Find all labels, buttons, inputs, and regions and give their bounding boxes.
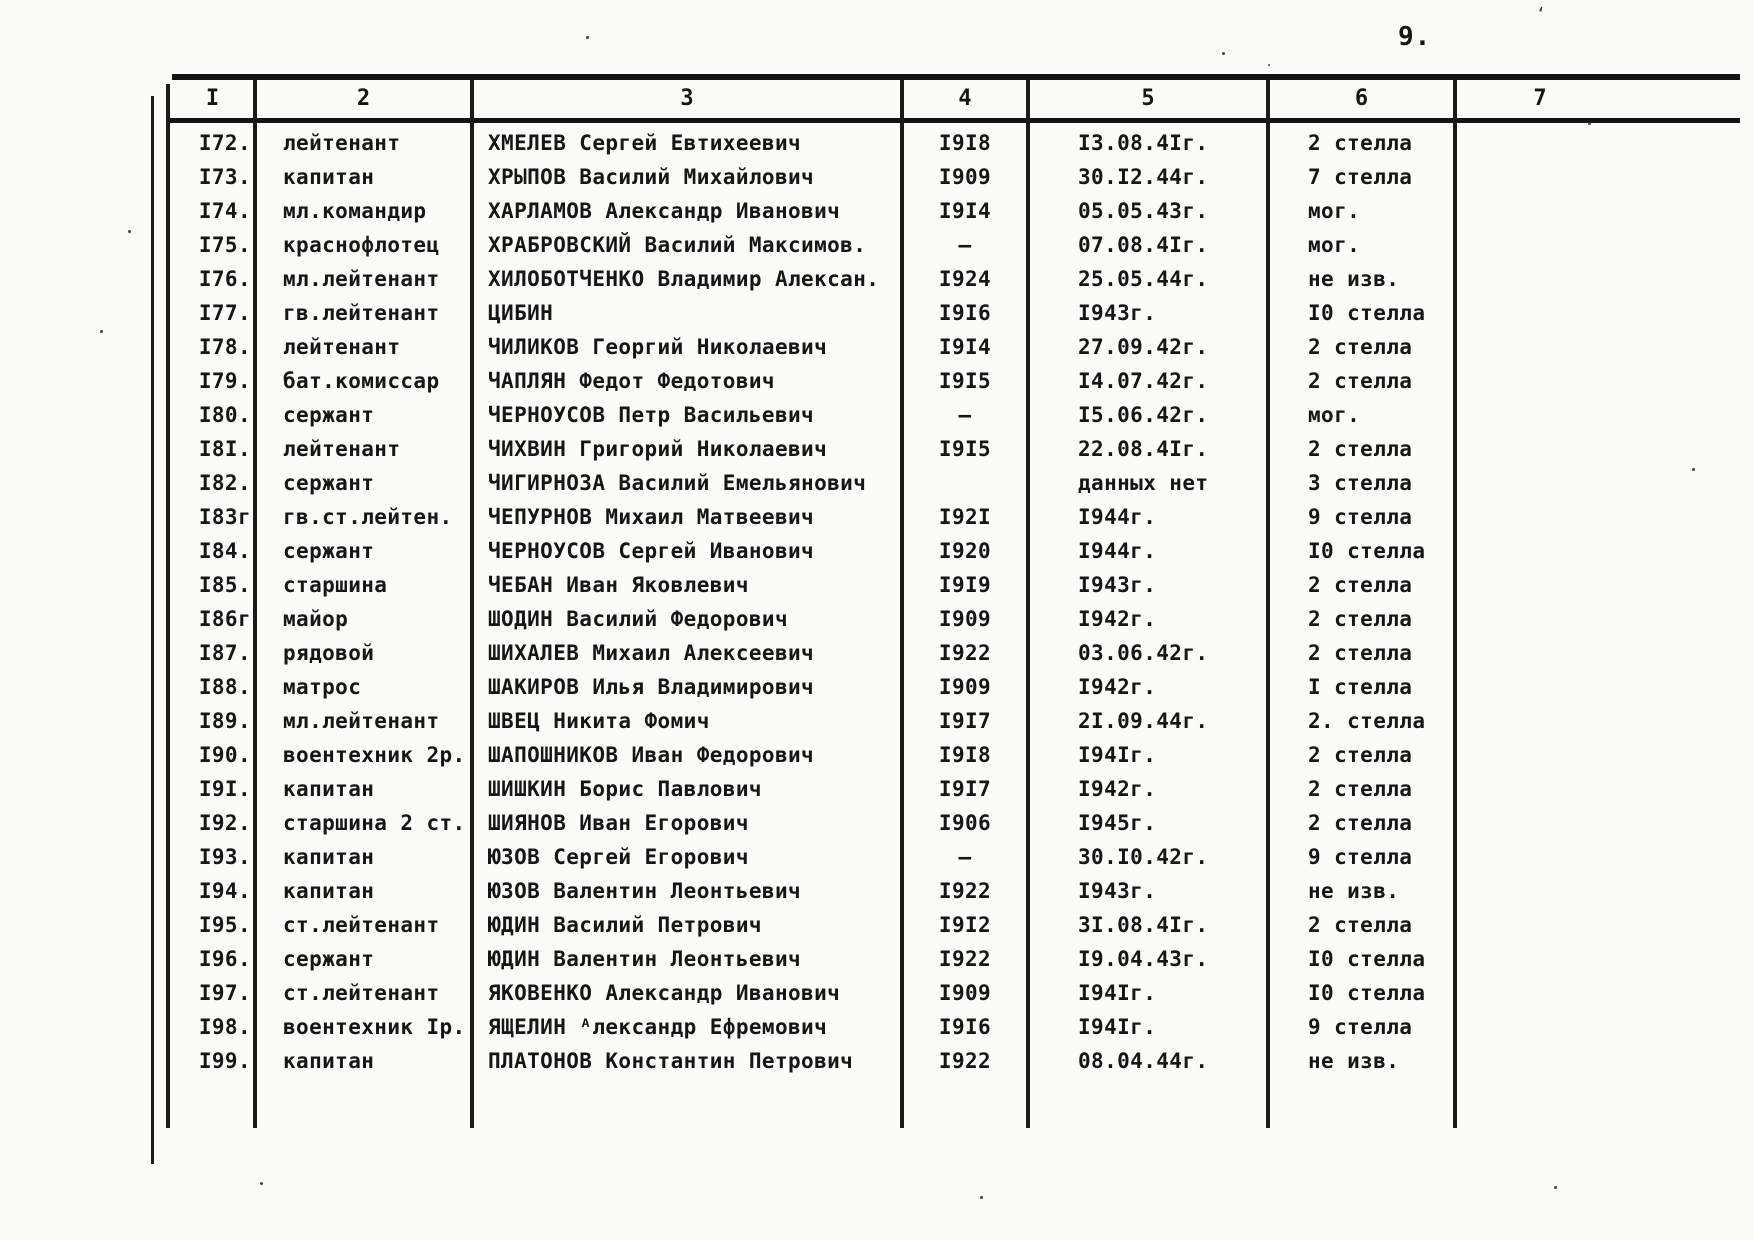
rank-cell: краснофлотец (283, 233, 440, 257)
burial-cell: 3 стелла (1308, 471, 1413, 495)
burial-cell: 9 стелла (1308, 505, 1413, 529)
scan-speck (1588, 122, 1591, 125)
column-header-4: 4 (958, 85, 972, 111)
empty-cell (1455, 942, 1625, 976)
name-cell: ХРЫПОВ Василий Михайлович (488, 165, 815, 189)
table-row (170, 330, 1625, 364)
death-date-cell: 27.09.42г. (1078, 335, 1209, 359)
burial-cell: 9 стелла (1308, 1015, 1413, 1039)
rank-cell: рядовой (283, 641, 375, 665)
scan-speck (1268, 64, 1270, 66)
birth-year-cell: I9I6 (938, 1015, 992, 1039)
rank-cell: мл.лейтенант (283, 709, 440, 733)
rank-cell: лейтенант (283, 335, 401, 359)
burial-cell: мог. (1308, 233, 1361, 257)
row-number-cell: I87. (198, 641, 251, 665)
empty-cell (1455, 1010, 1625, 1044)
name-cell: ЦИБИН (488, 301, 554, 325)
burial-cell: 2 стелла (1308, 131, 1413, 155)
birth-year-cell: I9I6 (938, 301, 992, 325)
empty-cell (1455, 840, 1625, 874)
table-header-underline (166, 118, 1740, 123)
empty-cell (1455, 398, 1625, 432)
birth-year-cell: – (958, 845, 972, 869)
row-number-cell: I9I. (198, 777, 251, 801)
death-date-cell: I944г. (1078, 539, 1157, 563)
rank-cell: сержант (283, 947, 375, 971)
empty-cell (1455, 908, 1625, 942)
row-number-cell: I8I. (198, 437, 251, 461)
name-cell: ЧИЛИКОВ Георгий Николаевич (488, 335, 828, 359)
empty-cell (1455, 194, 1625, 228)
burial-cell: I0 стелла (1308, 301, 1426, 325)
birth-year-cell: I9I5 (938, 437, 992, 461)
rank-cell: сержант (283, 471, 375, 495)
death-date-cell: 05.05.43г. (1078, 199, 1209, 223)
name-cell: ШИХАЛЕВ Михаил Алексеевич (488, 641, 815, 665)
name-cell: ХИЛОБОТЧЕНКО Владимир Алексан. (488, 267, 880, 291)
burial-cell: не изв. (1308, 1049, 1400, 1073)
name-cell: ЯЩЕЛИН ᴬлександр Ефремович (488, 1015, 828, 1039)
scan-speck (100, 330, 103, 333)
empty-cell (1455, 228, 1625, 262)
row-number-cell: I90. (198, 743, 251, 767)
table-row (170, 364, 1625, 398)
row-number-cell: I99. (198, 1049, 251, 1073)
death-date-cell: 25.05.44г. (1078, 267, 1209, 291)
burial-cell: I0 стелла (1308, 981, 1426, 1005)
table-row (170, 194, 1625, 228)
death-date-cell: I943г. (1078, 573, 1157, 597)
burial-cell: 2 стелла (1308, 369, 1413, 393)
row-number-cell: I80. (198, 403, 251, 427)
rank-cell: капитан (283, 1049, 375, 1073)
name-cell: ШВЕЦ Никита Фомич (488, 709, 710, 733)
empty-cell (1455, 976, 1625, 1010)
rank-cell: сержант (283, 403, 375, 427)
empty-cell (1455, 568, 1625, 602)
empty-cell (1455, 670, 1625, 704)
name-cell: ЮЗОВ Сергей Егорович (488, 845, 749, 869)
table-row (170, 738, 1625, 772)
name-cell: ЧЕБАН Иван Яковлевич (488, 573, 749, 597)
birth-year-cell: – (958, 403, 972, 427)
table-row (170, 874, 1625, 908)
table-row (170, 1010, 1625, 1044)
row-number-cell: I78. (198, 335, 251, 359)
burial-cell: 7 стелла (1308, 165, 1413, 189)
column-header-7: 7 (1533, 85, 1547, 111)
burial-cell: I0 стелла (1308, 947, 1426, 971)
burial-cell: 2 стелла (1308, 437, 1413, 461)
rank-cell: гв.ст.лейтен. (283, 505, 453, 529)
empty-cell (1455, 602, 1625, 636)
rank-cell: капитан (283, 879, 375, 903)
death-date-cell: 08.04.44г. (1078, 1049, 1209, 1073)
scan-speck (1692, 468, 1695, 471)
birth-year-cell: I92I (938, 505, 992, 529)
row-number-cell: I86г (198, 607, 251, 631)
table-row (170, 976, 1625, 1010)
empty-cell (1455, 262, 1625, 296)
scan-speck (1222, 52, 1225, 55)
death-date-cell: I945г. (1078, 811, 1157, 835)
birth-year-cell: I9I7 (938, 777, 992, 801)
name-cell: ЧЕРНОУСОВ Сергей Иванович (488, 539, 815, 563)
name-cell: ПЛАТОНОВ Константин Петрович (488, 1049, 854, 1073)
row-number-cell: I79. (198, 369, 251, 393)
burial-cell: I стелла (1308, 675, 1413, 699)
table-row (170, 160, 1625, 194)
birth-year-cell: I9I5 (938, 369, 992, 393)
rank-cell: мл.командир (283, 199, 427, 223)
table-body (170, 126, 1625, 1078)
birth-year-cell: – (958, 233, 972, 257)
table-row (170, 466, 1625, 500)
death-date-cell: I94Iг. (1078, 981, 1157, 1005)
empty-cell (1455, 806, 1625, 840)
scan-speck (260, 1182, 263, 1185)
death-date-cell: 22.08.4Iг. (1078, 437, 1209, 461)
table-row (170, 704, 1625, 738)
death-date-cell: данных нет (1078, 471, 1209, 495)
table-row (170, 398, 1625, 432)
birth-year-cell: I9I7 (938, 709, 992, 733)
burial-cell: не изв. (1308, 879, 1400, 903)
name-cell: ЧИГИРНОЗА Василий Емельянович (488, 471, 867, 495)
row-number-cell: I83г (198, 505, 251, 529)
burial-cell: 2 стелла (1308, 743, 1413, 767)
scan-speck (1554, 1186, 1557, 1189)
rank-cell: капитан (283, 165, 375, 189)
name-cell: ХАРЛАМОВ Александр Иванович (488, 199, 841, 223)
empty-cell (1455, 330, 1625, 364)
burial-cell: мог. (1308, 199, 1361, 223)
page-number: 9. (1398, 22, 1432, 52)
table-header-row (170, 78, 1625, 118)
death-date-cell: I94Iг. (1078, 1015, 1157, 1039)
birth-year-cell: I909 (938, 607, 992, 631)
row-number-cell: I98. (198, 1015, 251, 1039)
rank-cell: мл.лейтенант (283, 267, 440, 291)
rank-cell: майор (283, 607, 349, 631)
row-number-cell: I73. (198, 165, 251, 189)
birth-year-cell: I9I4 (938, 335, 992, 359)
name-cell: ШАПОШНИКОВ Иван Федорович (488, 743, 815, 767)
scan-corner-mark: ʻ (1536, 4, 1546, 23)
empty-cell (1455, 500, 1625, 534)
table-row (170, 228, 1625, 262)
birth-year-cell (902, 466, 1028, 500)
burial-cell: 2 стелла (1308, 335, 1413, 359)
death-date-cell: I5.06.42г. (1078, 403, 1209, 427)
name-cell: ШИШКИН Борис Павлович (488, 777, 762, 801)
rank-cell: воентехник 2р. (283, 743, 466, 767)
table-row (170, 534, 1625, 568)
death-date-cell: I9.04.43г. (1078, 947, 1209, 971)
name-cell: ЮДИН Валентин Леонтьевич (488, 947, 802, 971)
birth-year-cell: I9I9 (938, 573, 992, 597)
birth-year-cell: I920 (938, 539, 992, 563)
name-cell: ШАКИРОВ Илья Владимирович (488, 675, 815, 699)
name-cell: ЧИХВИН Григорий Николаевич (488, 437, 828, 461)
row-number-cell: I92. (198, 811, 251, 835)
table-row (170, 772, 1625, 806)
table-row (170, 840, 1625, 874)
death-date-cell: I944г. (1078, 505, 1157, 529)
birth-year-cell: I9I8 (938, 131, 992, 155)
burial-cell: 2 стелла (1308, 641, 1413, 665)
empty-cell (1455, 160, 1625, 194)
table-row (170, 670, 1625, 704)
name-cell: ЧЕПУРНОВ Михаил Матвеевич (488, 505, 815, 529)
burial-cell: I0 стелла (1308, 539, 1426, 563)
death-date-cell: 30.I0.42г. (1078, 845, 1209, 869)
birth-year-cell: I9I2 (938, 913, 992, 937)
table-left-outer-border (151, 96, 154, 1164)
empty-cell (1455, 772, 1625, 806)
name-cell: ХМЕЛЕВ Сергей Евтихеевич (488, 131, 802, 155)
burial-cell: 2 стелла (1308, 811, 1413, 835)
row-number-cell: I75. (198, 233, 251, 257)
death-date-cell: I943г. (1078, 301, 1157, 325)
birth-year-cell: I922 (938, 641, 992, 665)
rank-cell: воентехник Iр. (283, 1015, 466, 1039)
death-date-cell: I3.08.4Iг. (1078, 131, 1209, 155)
table-row (170, 500, 1625, 534)
table-row (170, 568, 1625, 602)
rank-cell: бат.комиссар (283, 369, 440, 393)
row-number-cell: I89. (198, 709, 251, 733)
name-cell: ЮЗОВ Валентин Леонтьевич (488, 879, 802, 903)
row-number-cell: I72. (198, 131, 251, 155)
rank-cell: капитан (283, 845, 375, 869)
death-date-cell: 03.06.42г. (1078, 641, 1209, 665)
empty-cell (1455, 704, 1625, 738)
rank-cell: лейтенант (283, 437, 401, 461)
name-cell: ЧАПЛЯН Федот Федотович (488, 369, 775, 393)
death-date-cell: 30.I2.44г. (1078, 165, 1209, 189)
table-row (170, 806, 1625, 840)
burial-cell: 9 стелла (1308, 845, 1413, 869)
name-cell: ШИЯНОВ Иван Егорович (488, 811, 749, 835)
birth-year-cell: I9I8 (938, 743, 992, 767)
column-header-1: I (205, 85, 220, 111)
table-row (170, 942, 1625, 976)
birth-year-cell: I922 (938, 947, 992, 971)
birth-year-cell: I909 (938, 981, 992, 1005)
empty-cell (1455, 1044, 1625, 1078)
birth-year-cell: I906 (938, 811, 992, 835)
row-number-cell: I74. (198, 199, 251, 223)
empty-cell (1455, 534, 1625, 568)
scan-speck (586, 36, 589, 39)
name-cell: ШОДИН Василий Федорович (488, 607, 788, 631)
rank-cell: сержант (283, 539, 375, 563)
scan-speck (980, 1196, 983, 1199)
empty-cell (1455, 126, 1625, 160)
death-date-cell: I4.07.42г. (1078, 369, 1209, 393)
empty-cell (1455, 296, 1625, 330)
death-date-cell: I942г. (1078, 607, 1157, 631)
column-header-3: 3 (680, 85, 694, 111)
row-number-cell: I88. (198, 675, 251, 699)
empty-cell (1455, 738, 1625, 772)
burial-cell: 2. стелла (1308, 709, 1426, 733)
birth-year-cell: I909 (938, 675, 992, 699)
death-date-cell: I94Iг. (1078, 743, 1157, 767)
row-number-cell: I85. (198, 573, 251, 597)
burial-cell: 2 стелла (1308, 607, 1413, 631)
burial-cell: 2 стелла (1308, 573, 1413, 597)
name-cell: ЯКОВЕНКО Александр Иванович (488, 981, 841, 1005)
rank-cell: ст.лейтенант (283, 913, 440, 937)
scan-speck (128, 230, 131, 233)
empty-cell (1455, 364, 1625, 398)
column-header-2: 2 (356, 85, 371, 111)
birth-year-cell: I922 (938, 879, 992, 903)
column-header-6: 6 (1354, 85, 1369, 111)
row-number-cell: I94. (198, 879, 251, 903)
burial-cell: 2 стелла (1308, 777, 1413, 801)
burial-cell: 2 стелла (1308, 913, 1413, 937)
death-date-cell: I942г. (1078, 777, 1157, 801)
empty-cell (1455, 432, 1625, 466)
table-row (170, 908, 1625, 942)
death-date-cell: 2I.09.44г. (1078, 709, 1209, 733)
rank-cell: ст.лейтенант (283, 981, 440, 1005)
empty-cell (1455, 466, 1625, 500)
table-row (170, 262, 1625, 296)
table-row (170, 602, 1625, 636)
birth-year-cell: I922 (938, 1049, 992, 1073)
empty-cell (1455, 874, 1625, 908)
name-cell: ХРАБРОВСКИЙ Василий Максимов. (488, 233, 867, 257)
rank-cell: матрос (283, 675, 362, 699)
table-row (170, 432, 1625, 466)
birth-year-cell: I9I4 (938, 199, 992, 223)
row-number-cell: I96. (198, 947, 251, 971)
death-date-cell: 3I.08.4Iг. (1078, 913, 1209, 937)
row-number-cell: I82. (198, 471, 251, 495)
empty-cell (1455, 636, 1625, 670)
burial-cell: мог. (1308, 403, 1361, 427)
row-number-cell: I95. (198, 913, 251, 937)
table-row (170, 1044, 1625, 1078)
row-number-cell: I97. (198, 981, 251, 1005)
birth-year-cell: I924 (938, 267, 992, 291)
name-cell: ЮДИН Василий Петрович (488, 913, 762, 937)
table-row (170, 296, 1625, 330)
row-number-cell: I93. (198, 845, 251, 869)
table-row (170, 636, 1625, 670)
row-number-cell: I77. (198, 301, 251, 325)
row-number-cell: I76. (198, 267, 251, 291)
table-row (170, 126, 1625, 160)
rank-cell: старшина (283, 573, 388, 597)
death-date-cell: 07.08.4Iг. (1078, 233, 1209, 257)
rank-cell: лейтенант (283, 131, 401, 155)
name-cell: ЧЕРНОУСОВ Петр Васильевич (488, 403, 815, 427)
row-number-cell: I84. (198, 539, 251, 563)
rank-cell: гв.лейтенант (283, 301, 440, 325)
burial-cell: не изв. (1308, 267, 1400, 291)
column-header-5: 5 (1141, 85, 1155, 111)
rank-cell: капитан (283, 777, 375, 801)
death-date-cell: I942г. (1078, 675, 1157, 699)
death-date-cell: I943г. (1078, 879, 1157, 903)
birth-year-cell: I909 (938, 165, 992, 189)
rank-cell: старшина 2 ст. (283, 811, 466, 835)
